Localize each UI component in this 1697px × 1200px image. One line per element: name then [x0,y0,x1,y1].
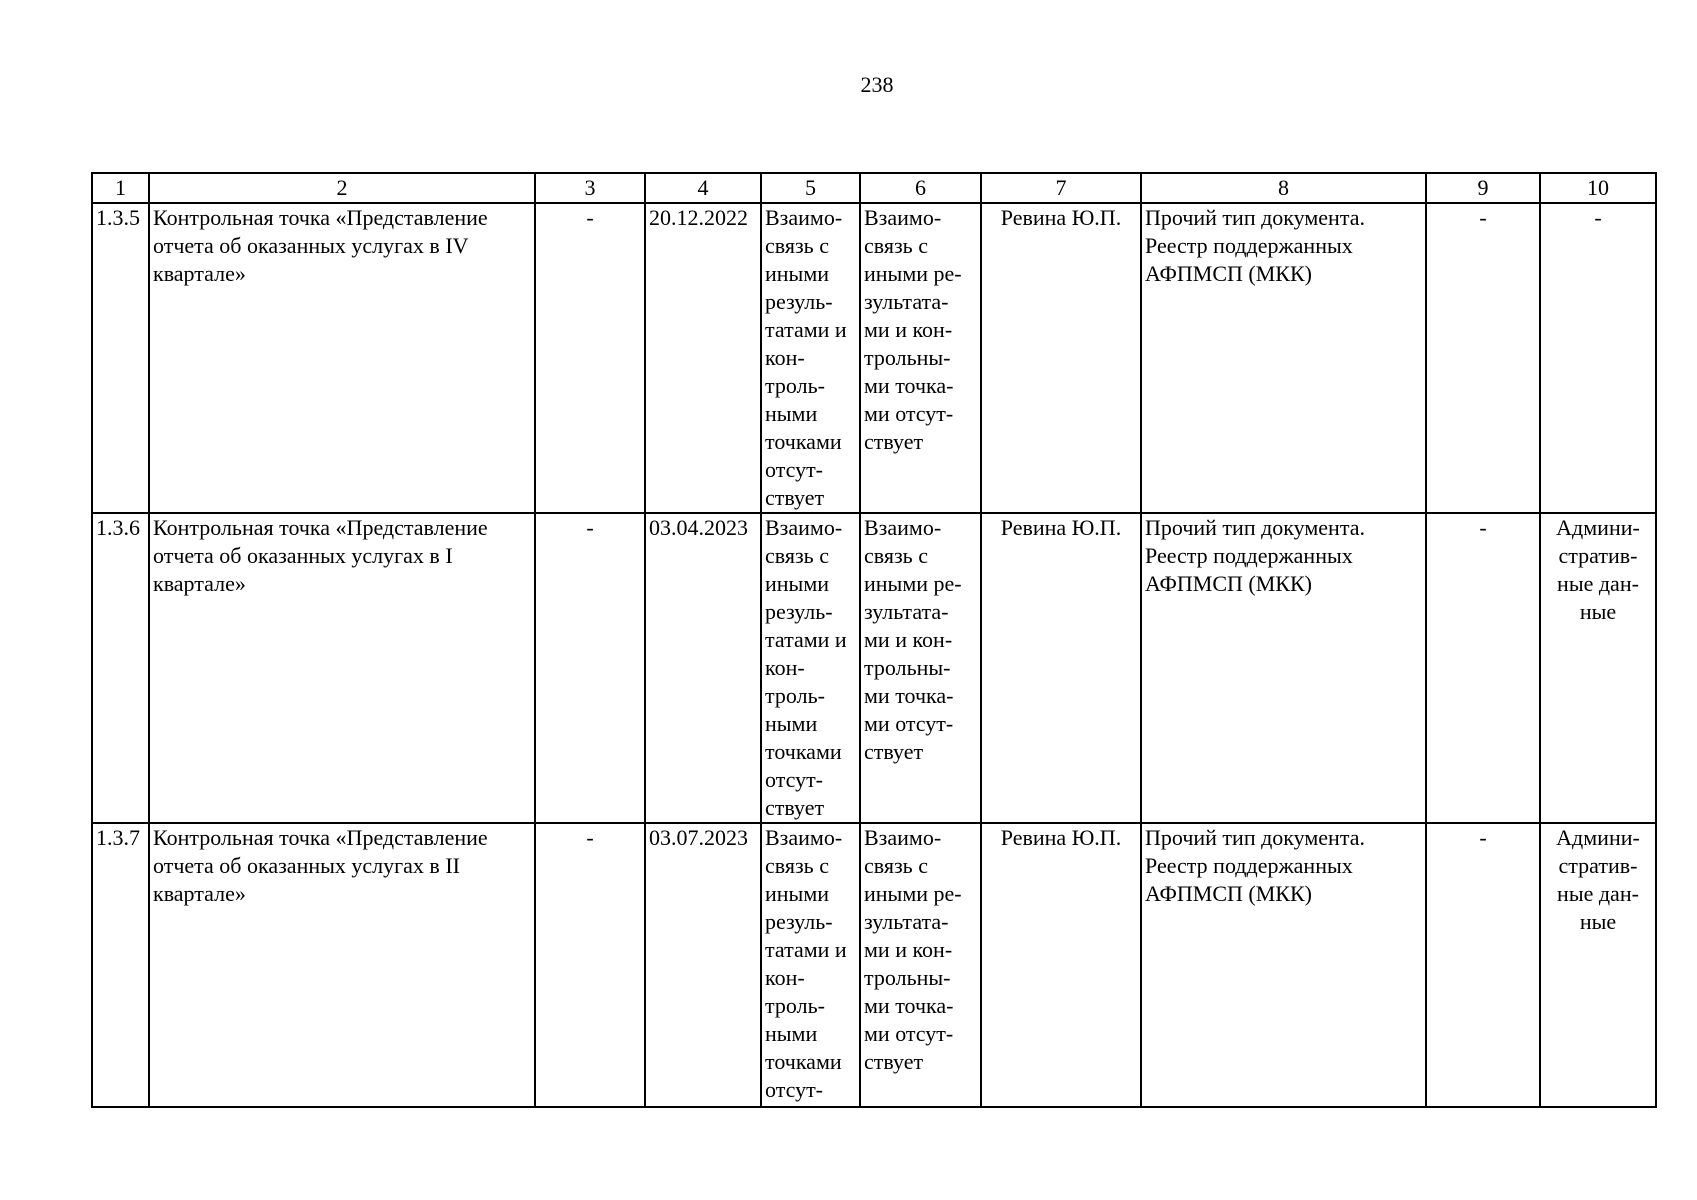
responsible-person: Ревина Ю.П. [981,513,1141,823]
column-3-value: - [535,513,645,823]
column-9-value: - [1426,823,1540,1107]
column-header: 2 [149,173,535,203]
column-9-value: - [1426,513,1540,823]
predecessor-links: Взаимо- связь с иными резуль- татами и кон- троль- ными точками отсут- ствует [761,203,860,513]
column-header: 9 [1426,173,1540,203]
document-type: Прочий тип документа. Реестр поддержанных АФПМСП (МКК) [1141,823,1426,1107]
information-system: Админи- стратив- ные дан- ные [1540,513,1656,823]
column-3-value: - [535,203,645,513]
column-9-value: - [1426,203,1540,513]
table-row [92,513,1656,823]
column-header: 1 [92,173,149,203]
control-point-name: Контрольная точка «Представление отчета об оказанных услугах в II квартале» [149,823,535,1107]
column-header: 7 [981,173,1141,203]
column-header: 8 [1141,173,1426,203]
control-points-table [91,172,1657,1108]
due-date: 03.04.2023 [645,513,761,823]
row-number: 1.3.7 [92,823,149,1107]
table-header-row [92,173,1656,203]
page-number: 238 [860,72,894,97]
column-header: 4 [645,173,761,203]
information-system: Админи- стратив- ные дан- ные [1540,823,1656,1107]
row-number: 1.3.6 [92,513,149,823]
predecessor-links: Взаимо- связь с иными резуль- татами и кон- троль- ными точками отсут- ствует [761,513,860,823]
column-header: 10 [1540,173,1656,203]
responsible-person: Ревина Ю.П. [981,823,1141,1107]
responsible-person: Ревина Ю.П. [981,203,1141,513]
successor-links: Взаимо- связь с иными ре- зультата- ми и кон- трольны- ми точка- ми отсут- ствует [860,203,981,513]
successor-links: Взаимо- связь с иными ре- зультата- ми и кон- трольны- ми точка- ми отсут- ствует [860,823,981,1107]
document-type: Прочий тип документа. Реестр поддержанных АФПМСП (МКК) [1141,203,1426,513]
document-type: Прочий тип документа. Реестр поддержанных АФПМСП (МКК) [1141,513,1426,823]
information-system: - [1540,203,1656,513]
column-header: 5 [761,173,860,203]
control-point-name: Контрольная точка «Представление отчета об оказанных услугах в I квартале» [149,513,535,823]
due-date: 20.12.2022 [645,203,761,513]
row-number: 1.3.5 [92,203,149,513]
column-header: 3 [535,173,645,203]
column-header: 6 [860,173,981,203]
table-row [92,823,1656,1107]
column-3-value: - [535,823,645,1107]
due-date: 03.07.2023 [645,823,761,1107]
successor-links: Взаимо- связь с иными ре- зультата- ми и кон- трольны- ми точка- ми отсут- ствует [860,513,981,823]
predecessor-links: Взаимо- связь с иными резуль- татами и кон- троль- ными точками отсут- [761,823,860,1107]
table-row [92,203,1656,513]
control-point-name: Контрольная точка «Представление отчета об оказанных услугах в IV квартале» [149,203,535,513]
